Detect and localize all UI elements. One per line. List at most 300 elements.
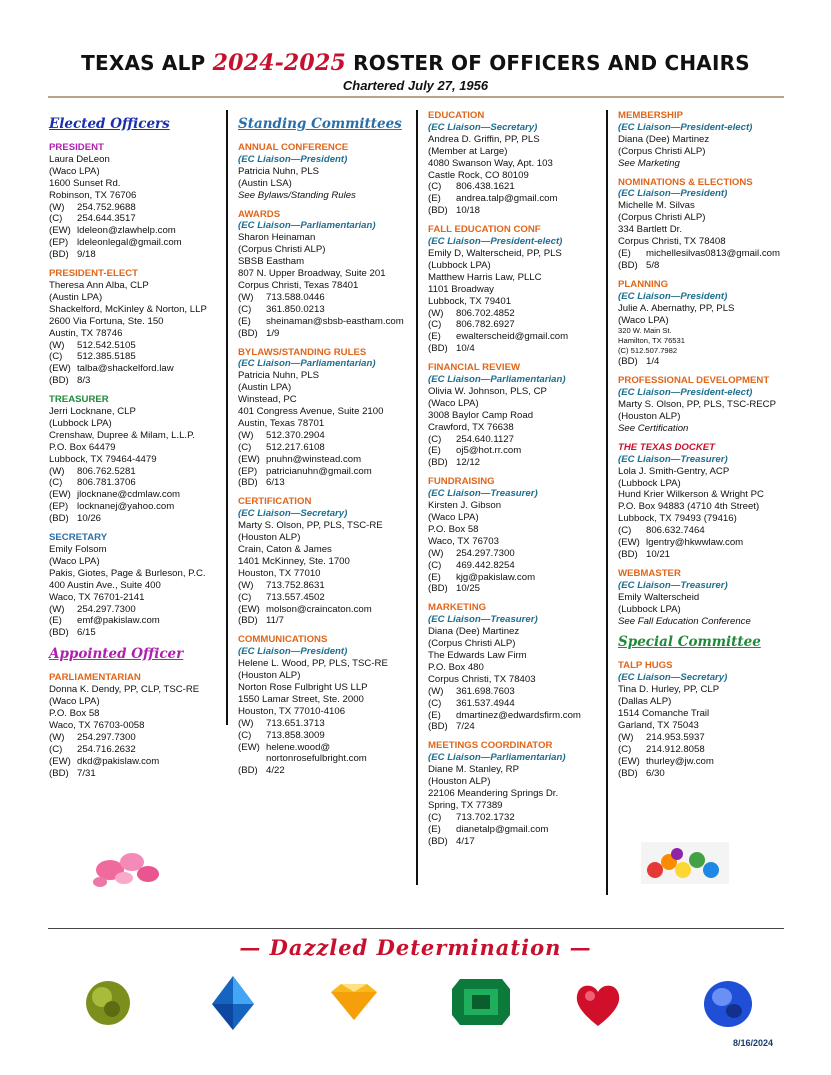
contact-value[interactable]: emf@pakislaw.com xyxy=(77,615,160,627)
contact-row xyxy=(428,710,600,722)
contact-label: (BD) xyxy=(618,767,638,779)
entry-line: (Houston ALP) xyxy=(618,411,681,423)
contact-value: 7/31 xyxy=(77,767,96,779)
contact-row xyxy=(49,363,221,375)
entry-line-small: Hamilton, TX 76531 xyxy=(618,336,685,346)
see-note: See Fall Education Conference xyxy=(618,615,751,627)
contact-row xyxy=(49,202,221,214)
section-heading: Standing Committees xyxy=(238,116,402,132)
contact-label: (W) xyxy=(428,547,444,559)
entry-line: 1401 McKinney, Ste. 1700 xyxy=(238,555,350,567)
contact-label: (EW) xyxy=(618,755,640,767)
entry-line: Julie A. Abernathy, PP, PLS xyxy=(618,302,735,314)
contact-row xyxy=(428,193,600,205)
contact-label: (EW) xyxy=(49,489,71,501)
entry-title: ANNUAL CONFERENCE xyxy=(238,142,349,153)
entry-line: Marty S. Olson, PP, PLS, TSC-RE xyxy=(238,520,383,532)
entry-title: NOMINATIONS & ELECTIONS xyxy=(618,176,753,188)
section-heading: Appointed Officer xyxy=(49,646,184,663)
entry-line: Crawford, TX 76638 xyxy=(428,421,514,433)
entry-line: (Austin LPA) xyxy=(49,291,103,303)
ec-liaison: (EC Liaison—President) xyxy=(238,153,348,165)
contact-row xyxy=(428,434,600,446)
entry-line: Olivia W. Johnson, PLS, CP xyxy=(428,385,547,397)
column-divider xyxy=(416,110,418,885)
entry-line: Sharon Heinaman xyxy=(238,232,316,244)
contact-row xyxy=(428,572,600,584)
contact-label: (C) xyxy=(49,351,63,363)
contact-label: (BD) xyxy=(618,259,638,271)
contact-value[interactable]: thurley@jw.com xyxy=(646,755,714,767)
contact-label: (W) xyxy=(238,717,254,729)
contact-label: (C) xyxy=(238,303,252,315)
contact-row xyxy=(49,213,221,225)
contact-label: (BD) xyxy=(428,721,448,733)
contact-value: 9/18 xyxy=(77,249,96,261)
contact-row xyxy=(238,604,410,616)
contact-label: (EW) xyxy=(49,225,71,237)
contact-row xyxy=(49,627,221,639)
contact-row xyxy=(49,466,221,478)
contact-label: (BD) xyxy=(428,457,448,469)
contact-row xyxy=(428,698,600,710)
contact-label: (E) xyxy=(428,823,441,835)
contact-row xyxy=(49,513,221,525)
contact-value[interactable]: sheinaman@sbsb-eastham.com xyxy=(266,315,404,327)
entry-line: Waco, TX 76701-2141 xyxy=(49,591,145,603)
contact-value: 512.217.6108 xyxy=(266,441,325,453)
contact-value[interactable]: patricianuhn@gmail.com xyxy=(266,465,372,477)
entry-line: Shackelford, McKinley & Norton, LLP xyxy=(49,303,207,315)
entry-line: P.O. Box 58 xyxy=(428,523,479,535)
entry-line: (Waco LPA) xyxy=(428,512,479,523)
contact-row xyxy=(428,824,600,836)
contact-row xyxy=(238,753,410,765)
entry-line: Crain, Caton & James xyxy=(238,544,332,555)
contact-row xyxy=(49,615,221,627)
contact-label: (C) xyxy=(428,433,442,445)
entry-line: Lubbock, TX 79464-4479 xyxy=(49,453,157,465)
emerald-gem-icon xyxy=(450,975,512,1029)
contact-label: (EP) xyxy=(49,501,69,513)
contact-row xyxy=(49,501,221,513)
contact-row xyxy=(238,304,410,316)
roster-entry xyxy=(618,110,790,170)
contact-label: (EW) xyxy=(238,603,260,615)
contact-label: (EP) xyxy=(238,465,258,477)
entry-line: Winstead, PC xyxy=(238,394,297,406)
entry-line: P.O. Box 480 xyxy=(428,661,484,673)
contact-row xyxy=(618,356,790,368)
entry-line: Patricia Nuhn, PLS xyxy=(238,165,320,177)
entry-line: (Austin LPA) xyxy=(238,382,292,394)
entry-line: (Houston ALP) xyxy=(238,670,301,682)
ec-liaison: (EC Liaison—President-elect) xyxy=(428,236,563,248)
contact-row xyxy=(238,454,410,466)
entry-line: Donna K. Dendy, PP, CLP, TSC-RE xyxy=(49,684,200,696)
column-standing-committees xyxy=(238,110,410,784)
entry-line: (Houston ALP) xyxy=(428,776,491,788)
contact-row xyxy=(618,260,790,272)
contact-label: (C) xyxy=(618,743,632,755)
contact-label: (W) xyxy=(238,291,254,303)
roster-entry xyxy=(49,394,221,525)
entry-line: (Houston ALP) xyxy=(238,532,301,544)
contact-row xyxy=(238,466,410,478)
contact-label: (C) xyxy=(428,697,442,709)
contact-row xyxy=(428,548,600,560)
contact-row xyxy=(238,292,410,304)
roster-entry xyxy=(238,209,410,340)
contact-label: (C) xyxy=(618,525,632,537)
contact-row xyxy=(428,836,600,848)
contact-value: 6/13 xyxy=(266,477,285,489)
contact-value[interactable]: dianetalp@gmail.com xyxy=(456,823,549,835)
peridot-gem-icon xyxy=(82,977,134,1029)
contact-value: 806.438.1621 xyxy=(456,181,515,193)
contact-row xyxy=(238,477,410,489)
contact-value[interactable]: lgentry@hkwwlaw.com xyxy=(646,537,744,549)
entry-title: MARKETING xyxy=(428,602,487,614)
contact-label: (EW) xyxy=(238,453,260,465)
contact-label: (C) xyxy=(428,181,442,193)
entry-line: Corpus Christi, TX 78408 xyxy=(618,236,726,248)
entry-line: Emily Folsom xyxy=(49,544,107,555)
see-note: See Bylaws/Standing Rules xyxy=(238,189,356,201)
contact-row xyxy=(49,340,221,352)
entry-line: Lubbock, TX 79493 (79416) xyxy=(618,513,737,525)
entry-line: The Edwards Law Firm xyxy=(428,649,527,661)
roster-entry xyxy=(49,142,221,261)
citrine-gem-icon xyxy=(325,980,383,1024)
section-heading: Elected Officers xyxy=(49,116,170,132)
contact-value: 254.297.7300 xyxy=(77,603,136,615)
entry-title: FINANCIAL REVIEW xyxy=(428,362,521,374)
entry-line: (Waco LPA) xyxy=(49,165,100,177)
column-committees-3 xyxy=(618,110,790,787)
entry-line: (Corpus Christi ALP) xyxy=(618,212,706,224)
contact-value: 713.651.3713 xyxy=(266,717,325,729)
contact-label: (E) xyxy=(49,615,62,627)
contact-value[interactable]: ewalterscheid@gmail.com xyxy=(456,331,569,343)
contact-row xyxy=(238,615,410,627)
contact-value[interactable]: michellesilvas0813@gmail.com xyxy=(646,247,780,259)
ec-liaison: (EC Liaison—Treasurer) xyxy=(428,614,538,626)
contact-row xyxy=(49,756,221,768)
contact-value: 12/12 xyxy=(456,457,481,469)
contact-value[interactable]: molson@craincaton.com xyxy=(266,603,372,615)
entry-line: 2600 Via Fortuna, Ste. 150 xyxy=(49,315,164,327)
entry-line: Diana (Dee) Martinez xyxy=(428,626,520,638)
ec-liaison: (EC Liaison—Secretary) xyxy=(238,508,348,520)
contact-label: (BD) xyxy=(49,375,69,387)
roster-entry xyxy=(618,177,790,272)
entry-line: Garland, TX 75043 xyxy=(618,719,699,731)
contact-value: 806.702.4852 xyxy=(456,307,515,319)
revision-date: 8/16/2024 xyxy=(733,1038,774,1048)
entry-line: Patricia Nuhn, PLS xyxy=(238,370,320,382)
contact-value: 10/26 xyxy=(77,513,102,525)
contact-value: 254.752.9688 xyxy=(77,201,136,213)
contact-row xyxy=(238,742,410,754)
entry-line: Kirsten J. Gibson xyxy=(428,500,502,512)
entry-line: Lubbock, TX 79401 xyxy=(428,295,512,307)
page-title: TEXAS ALP 2024-2025 ROSTER OF OFFICERS AND CHAIRS xyxy=(81,50,750,76)
contact-value: 8/3 xyxy=(77,375,91,387)
entry-line-small: (C) 512.507.7982 xyxy=(618,346,678,356)
roster-entry xyxy=(428,740,600,847)
contact-label: (W) xyxy=(618,731,634,743)
contact-label: (W) xyxy=(49,339,65,351)
contact-label: (W) xyxy=(238,579,254,591)
roster-entry xyxy=(618,375,790,435)
entry-line: Emily D, Walterscheid, PP, PLS xyxy=(428,247,562,259)
roster-entry xyxy=(428,110,600,217)
contact-row xyxy=(428,205,600,217)
contact-row xyxy=(49,744,221,756)
entry-line: Lola J. Smith-Gentry, ACP xyxy=(618,465,730,477)
contact-value: 361.537.4944 xyxy=(456,697,515,709)
roster-entry xyxy=(428,476,600,595)
contact-value: 10/18 xyxy=(456,205,481,217)
ec-liaison: (EC Liaison—President) xyxy=(238,646,348,658)
contact-row xyxy=(618,744,790,756)
ec-liaison: (EC Liaison—Parliamentarian) xyxy=(238,358,376,370)
entry-line: (Waco LPA) xyxy=(49,696,100,708)
entry-line: Austin, TX 78746 xyxy=(49,327,123,339)
contact-label: (EW) xyxy=(49,363,71,375)
ec-liaison: (EC Liaison—Treasurer) xyxy=(618,579,728,591)
ec-liaison: (EC Liaison—Secretary) xyxy=(618,672,728,684)
entry-line: (Corpus Christi ALP) xyxy=(238,244,326,256)
roster-entry xyxy=(618,442,790,561)
contact-row xyxy=(238,592,410,604)
contact-row xyxy=(49,237,221,249)
entry-line: Waco, TX 76703 xyxy=(428,535,499,547)
entry-line: Diane M. Stanley, RP xyxy=(428,764,519,776)
contact-value[interactable]: oj5@hot.rr.com xyxy=(456,445,522,457)
entry-title: MEMBERSHIP xyxy=(618,110,684,121)
contact-value[interactable]: ldeleon@zlawhelp.com xyxy=(77,225,176,237)
roster-entry xyxy=(428,224,600,355)
roster-entry xyxy=(49,268,221,387)
ec-liaison: (EC Liaison—Secretary) xyxy=(428,121,538,133)
roster-entry xyxy=(428,362,600,469)
entry-title: PRESIDENT-ELECT xyxy=(49,268,139,280)
pink-gems-icon xyxy=(80,842,170,892)
entry-line: Marty S. Olson, PP, PLS, TSC-RECP xyxy=(618,399,776,411)
entry-line-small: 320 W. Main St. xyxy=(618,326,672,336)
contact-label: (BD) xyxy=(49,627,69,639)
contact-label: (BD) xyxy=(428,835,448,847)
section-heading: Special Committee xyxy=(618,634,761,651)
entry-line: 1600 Sunset Rd. xyxy=(49,177,121,189)
contact-value[interactable]: talba@shackelford.law xyxy=(77,363,174,375)
contact-label: (EW) xyxy=(238,741,260,753)
entry-title: TALP HUGS xyxy=(618,660,673,672)
contact-row xyxy=(428,457,600,469)
contact-label: (E) xyxy=(428,193,441,205)
entry-title: FALL EDUCATION CONF xyxy=(428,224,541,236)
contact-row xyxy=(428,343,600,355)
contact-value: 4/17 xyxy=(456,835,475,847)
entry-line: (Waco LPA) xyxy=(49,555,100,567)
entry-line: P.O. Box 58 xyxy=(49,707,100,719)
entry-line: Castle Rock, CO 80109 xyxy=(428,169,529,181)
entry-line: (Corpus Christi ALP) xyxy=(428,638,516,650)
contact-label: (W) xyxy=(49,731,65,743)
contact-value: 512.542.5105 xyxy=(77,339,136,351)
contact-label: (BD) xyxy=(618,356,638,368)
contact-label: (E) xyxy=(428,571,441,583)
contact-value: 361.850.0213 xyxy=(266,303,325,315)
entry-line: Spring, TX 77389 xyxy=(428,799,503,811)
roster-entry xyxy=(49,532,221,639)
contact-row xyxy=(428,812,600,824)
entry-line: (Lubbock LPA) xyxy=(618,477,681,489)
entry-title: PRESIDENT xyxy=(49,142,104,153)
entry-line: Norton Rose Fulbright US LLP xyxy=(238,681,368,693)
entry-line: P.O. Box 94883 (4710 4th Street) xyxy=(618,501,760,513)
contact-row xyxy=(238,730,410,742)
contact-label: (C) xyxy=(238,729,252,741)
contact-value[interactable]: kjg@pakislaw.com xyxy=(456,571,536,583)
contact-value: 10/4 xyxy=(456,343,475,355)
entry-line: Waco, TX 76703-0058 xyxy=(49,719,145,731)
contact-label: (E) xyxy=(618,247,631,259)
contact-value[interactable]: helene.wood@ xyxy=(266,741,331,753)
contact-value: 214.912.8058 xyxy=(646,743,705,755)
contact-value: 254.716.2632 xyxy=(77,743,136,755)
contact-label: (BD) xyxy=(49,249,69,261)
contact-value[interactable]: locknanej@yahoo.com xyxy=(77,501,175,513)
entry-title: EDUCATION xyxy=(428,110,485,121)
contact-label: (BD) xyxy=(428,583,448,595)
entry-line: Crenshaw, Dupree & Milam, L.L.P. xyxy=(49,429,195,441)
contact-row xyxy=(238,765,410,777)
contact-value: 254.644.3517 xyxy=(77,213,136,225)
contact-label: (BD) xyxy=(238,765,258,777)
contact-label: (BD) xyxy=(49,513,69,525)
bottom-divider xyxy=(48,928,784,929)
entry-line: Tina D. Hurley, PP, CLP xyxy=(618,684,720,696)
contact-value[interactable]: dmartinez@edwardsfirm.com xyxy=(456,709,581,721)
contact-row xyxy=(238,328,410,340)
contact-label: (EW) xyxy=(49,755,71,767)
contact-label: (W) xyxy=(428,685,444,697)
contact-row xyxy=(428,560,600,572)
entry-line: 1514 Comanche Trail xyxy=(618,708,710,720)
contact-label: (BD) xyxy=(428,343,448,355)
contact-value: 254.297.7300 xyxy=(77,731,136,743)
contact-value: 806.782.6927 xyxy=(456,319,515,331)
contact-label: (C) xyxy=(238,591,252,603)
contact-value[interactable]: andrea.talp@gmail.com xyxy=(456,193,558,205)
contact-label: (EW) xyxy=(618,537,640,549)
entry-title: THE TEXAS DOCKET xyxy=(618,441,716,453)
entry-line: Andrea D. Griffin, PP, PLS xyxy=(428,133,540,145)
contact-row xyxy=(428,686,600,698)
contact-value[interactable]: dkd@pakislaw.com xyxy=(77,755,160,767)
contact-value: 1/4 xyxy=(646,356,660,368)
contact-row xyxy=(49,768,221,780)
contact-label: (E) xyxy=(428,709,441,721)
ec-liaison: (EC Liaison—President) xyxy=(618,290,728,302)
entry-line: P.O. Box 64479 xyxy=(49,441,116,453)
contact-row xyxy=(428,331,600,343)
page-subtitle: Chartered July 27, 1956 xyxy=(342,78,489,93)
contact-row xyxy=(238,718,410,730)
entry-line: Emily Walterscheid xyxy=(618,591,700,603)
contact-row xyxy=(428,721,600,733)
ec-liaison: (EC Liaison—Parliamentarian) xyxy=(428,374,566,386)
contact-row xyxy=(49,351,221,363)
contact-row xyxy=(618,248,790,260)
ec-liaison: (EC Liaison—President) xyxy=(618,188,728,200)
contact-row xyxy=(238,580,410,592)
contact-value: 254.640.1127 xyxy=(456,433,514,445)
ec-liaison: (EC Liaison—President-elect) xyxy=(618,387,753,399)
roster-entry xyxy=(238,142,410,202)
contact-row xyxy=(618,756,790,768)
contact-value: 254.297.7300 xyxy=(456,547,515,559)
contact-value[interactable]: ldeleonlegal@gmail.com xyxy=(77,237,182,249)
contact-value: 7/24 xyxy=(456,721,475,733)
contact-label: (BD) xyxy=(238,477,258,489)
contact-value[interactable]: jlocknane@cdmlaw.com xyxy=(77,489,181,501)
contact-value: 361.698.7603 xyxy=(456,685,515,697)
entry-line: Pakis, Giotes, Page & Burleson, P.C. xyxy=(49,567,206,579)
contact-row xyxy=(49,375,221,387)
contact-label: (C) xyxy=(49,743,63,755)
roster-entry xyxy=(238,634,410,777)
entry-line: 1550 Lamar Street, Ste. 2000 xyxy=(238,693,364,705)
contact-label: (BD) xyxy=(49,767,69,779)
contact-row xyxy=(618,549,790,561)
entry-line: Theresa Ann Alba, CLP xyxy=(49,279,149,291)
entry-line: Hund Krier Wilkerson & Wright PC xyxy=(618,489,764,501)
contact-label: (BD) xyxy=(238,615,258,627)
column-committees-2 xyxy=(428,110,600,854)
contact-value: 713.588.0446 xyxy=(266,291,325,303)
contact-value[interactable]: pnuhn@winstead.com xyxy=(266,453,362,465)
roster-entry xyxy=(238,347,410,490)
contact-value: 1/9 xyxy=(266,327,280,339)
contact-row xyxy=(238,316,410,328)
ec-liaison: (EC Liaison—President-elect) xyxy=(618,121,753,133)
contact-value: 5/8 xyxy=(646,259,660,271)
contact-label: (BD) xyxy=(618,549,638,560)
contact-label: (C) xyxy=(428,559,442,571)
contact-value: 806.781.3706 xyxy=(77,477,136,489)
contact-row xyxy=(618,537,790,549)
entry-line: Corpus Christi, Texas 78401 xyxy=(238,279,359,291)
roster-entry xyxy=(618,568,790,628)
entry-title: TREASURER xyxy=(49,394,109,406)
entry-line: (Waco LPA) xyxy=(428,397,479,409)
see-note: See Marketing xyxy=(618,157,680,169)
see-note: See Certification xyxy=(618,422,689,434)
contact-row xyxy=(618,768,790,780)
entry-title: PLANNING xyxy=(618,278,669,290)
entry-line: 807 N. Upper Broadway, Suite 201 xyxy=(238,268,386,280)
contact-row xyxy=(428,319,600,331)
entry-line: Diana (Dee) Martinez xyxy=(618,133,710,145)
entry-line: (Waco LPA) xyxy=(618,314,669,326)
ec-liaison: (EC Liaison—Treasurer) xyxy=(428,488,538,500)
blue-sapphire-gem-icon xyxy=(700,977,756,1031)
contact-row xyxy=(618,732,790,744)
